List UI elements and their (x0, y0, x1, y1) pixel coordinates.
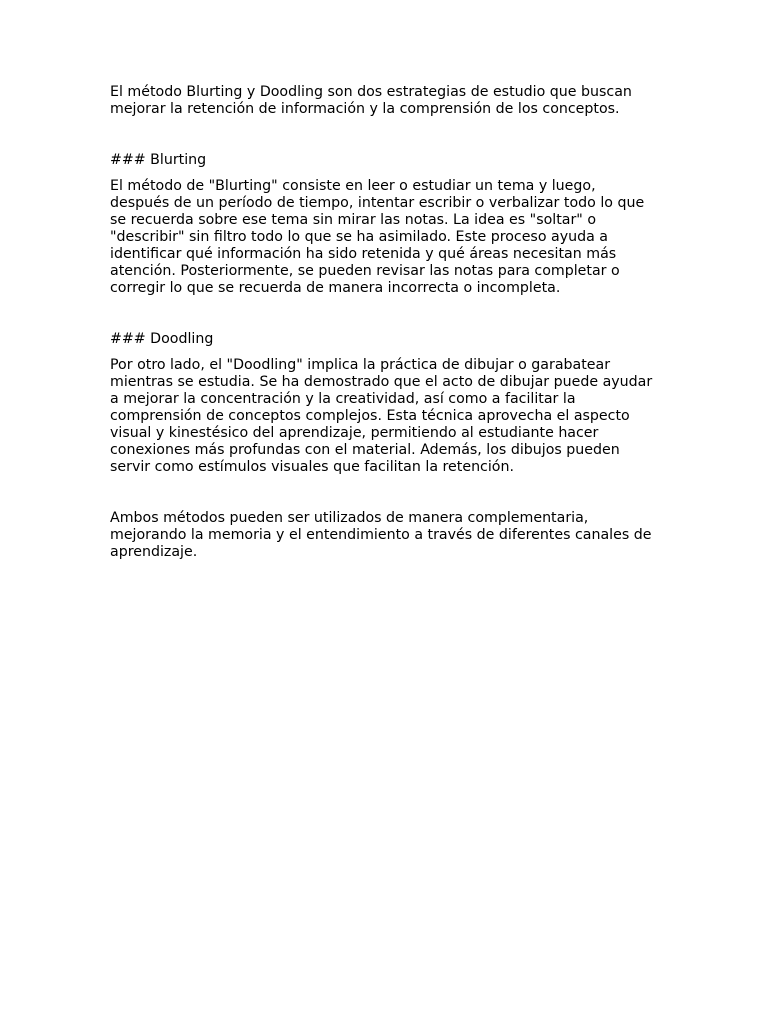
section-body-doodling: Por otro lado, el "Doodling" implica la práctica de dibujar o garabatear mientras se estudia. Se ha demostrado que el acto de dibujar puede ayudar a mejorar la concentración y la creatividad, así como a facilitar la comprensión de conceptos complejos. Esta técnica aprovecha el aspecto visual y kinestésico del aprendizaje, permitiendo al estudiante hacer conexiones más profundas con el material. Además, los dibujos pueden servir como estímulos visuales que facilitan la retención. (110, 357, 653, 475)
section-heading-doodling: ### Doodling (110, 331, 214, 347)
section-heading-blurting: ### Blurting (110, 152, 207, 168)
document-content (110, 84, 670, 561)
section-body-blurting: El método de "Blurting" consiste en leer o estudiar un tema y luego, después de un período de tiempo, intentar escribir o verbalizar todo lo que se recuerda sobre ese tema sin mirar las notas. La idea es "soltar" o "describir" sin filtro todo lo que se ha asimilado. Este proceso ayuda a identificar qué información ha sido retenida y qué áreas necesitan más atención. Posteriormente, se pueden revisar las notas para completar o corregir lo que se recuerda de manera incorrecta o incompleta. (110, 178, 645, 296)
intro-paragraph: El método Blurting y Doodling son dos estrategias de estudio que buscan mejorar la retención de información y la comprensión de los conceptos. (110, 84, 632, 117)
closing-paragraph: Ambos métodos pueden ser utilizados de manera complementaria, mejorando la memoria y el entendimiento a través de diferentes canales de aprendizaje. (110, 510, 652, 560)
